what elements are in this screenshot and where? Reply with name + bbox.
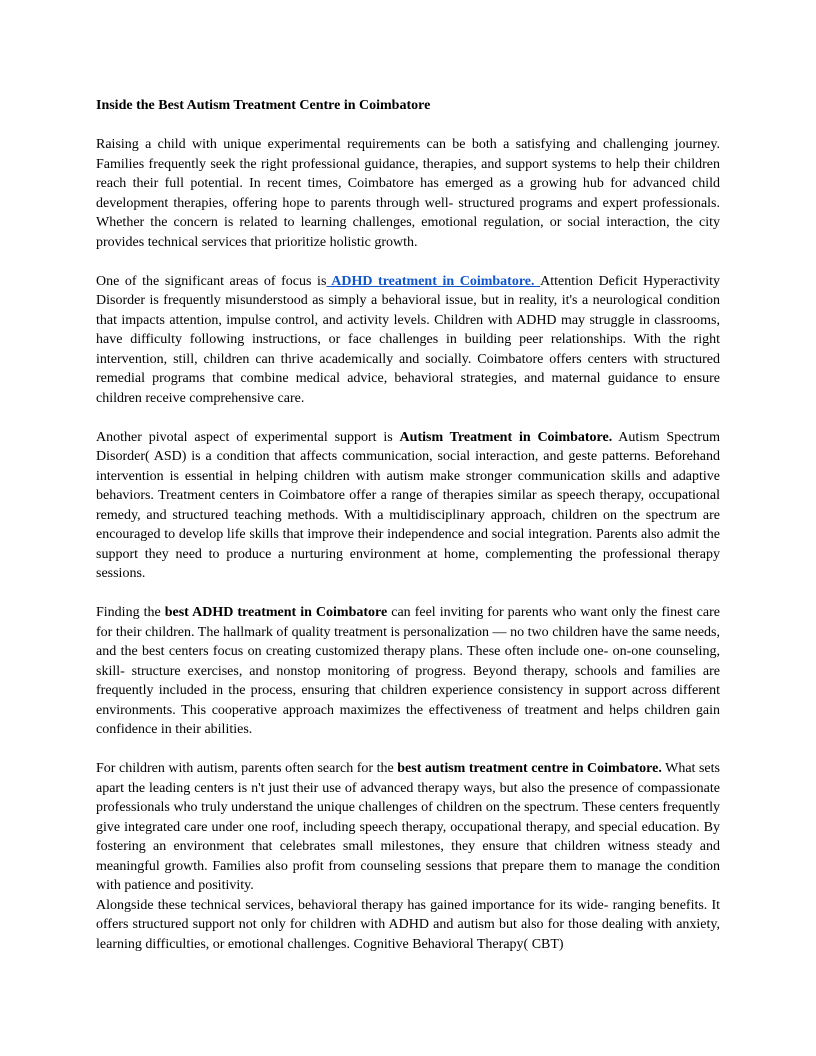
best-adhd-bold: best ADHD treatment in Coimbatore [164, 605, 388, 620]
paragraph-best-adhd [96, 603, 720, 740]
paragraph-autism-body: Autism Spectrum Disorder( ASD) is a condition that affects communication, social interaction, and geste patterns. Beforehand intervention is essential in helping children with autism make stronger communication skills and adaptive behaviors. Treatment centers in Coimbatore offer a range of therapies similar as speech therapy, occupational remedy, and structured teaching methods. With a multidisciplinary approach, children on the spectrum are encouraged to develop life skills that improve their independence and social integration. Parents also admit the support they need to produce a nurturing environment at home, complementing the professional therapy sessions. [96, 429, 720, 581]
paragraph-intro [96, 135, 720, 252]
paragraph-behavioral [96, 896, 720, 955]
adhd-treatment-link[interactable]: ADHD treatment in Coimbatore. [326, 273, 541, 289]
paragraph-adhd [96, 272, 720, 409]
document-title: Inside the Best Autism Treatment Centre in Coimbatore [96, 98, 431, 113]
paragraph-adhd-body: Attention Deficit Hyperactivity Disorder is frequently misunderstood as simply a behavioral issue, but in reality, it's a neurological condition that impacts attention, impulse control, and activity levels. Children with ADHD may struggle in classrooms, have difficulty following instructions, or face challenges in building peer relationships. With the right intervention, still, children can thrive academically and socially. Coimbatore offers centers with structured remedial programs that combine medical advice, behavioral strategies, and maternal guidance to ensure children receive comprehensive care. [96, 273, 720, 406]
paragraph-best-autism-body: What sets apart the leading centers is n't just their use of advanced therapy ways, but also the presence of compassionate professionals who truly understand the unique challenges of children on the spectrum. These centers frequently give integrated care under one roof, including speech therapy, occupational therapy, and special education. By fostering an environment that celebrates small milestones, they ensure that children witness steady and meaningful growth. Families also profit from counseling sessions that prepare them to manage the condition with patience and positivity. [96, 761, 720, 893]
autism-treatment-bold: Autism Treatment in Coimbatore. [399, 429, 613, 445]
best-autism-bold: best autism treatment centre in Coimbatore. [397, 761, 662, 776]
paragraph-autism-lead: Another pivotal aspect of experimental support is [96, 429, 400, 445]
paragraph-adhd-lead: One of the significant areas of focus is [96, 273, 327, 289]
paragraph-autism [96, 428, 720, 584]
paragraph-behavioral-text: Alongside these technical services, behavioral therapy has gained importance for its wide- ranging benefits. It offers structured support not only for children with ADHD and autism but also for those dealing with anxiety, learning difficulties, or emotional challenges. Cognitive Behavioral Therapy( CBT) [96, 897, 720, 952]
paragraph-best-autism [96, 759, 720, 896]
paragraph-best-adhd-lead: Finding the [96, 605, 165, 620]
document-page [96, 96, 720, 954]
paragraph-intro-text: Raising a child with unique experimental requirements can be both a satisfying and challenging journey. Families frequently seek the right professional guidance, therapies, and support systems to help their children reach their full potential. In recent times, Coimbatore has emerged as a growing hub for advanced child development therapies, offering hope to parents through well- structured programs and expert professionals. Whether the concern is related to learning challenges, emotional regulation, or social interaction, the city provides technical services that prioritize holistic growth. [96, 137, 720, 250]
paragraph-best-adhd-body: can feel inviting for parents who want only the finest care for their children. The hallmark of quality treatment is personalization — no two children have the same needs, and the best centers focus on creating customized therapy plans. These often include one- on-one counseling, skill- structure exercises, and nonstop monitoring of progress. Beyond therapy, schools and families are frequently included in the process, ensuring that children experience consistency in support across different environments. This cooperative approach maximizes the effectiveness of treatment and helps children gain confidence in their abilities. [96, 605, 720, 737]
paragraph-best-autism-lead: For children with autism, parents often search for the [96, 761, 398, 776]
